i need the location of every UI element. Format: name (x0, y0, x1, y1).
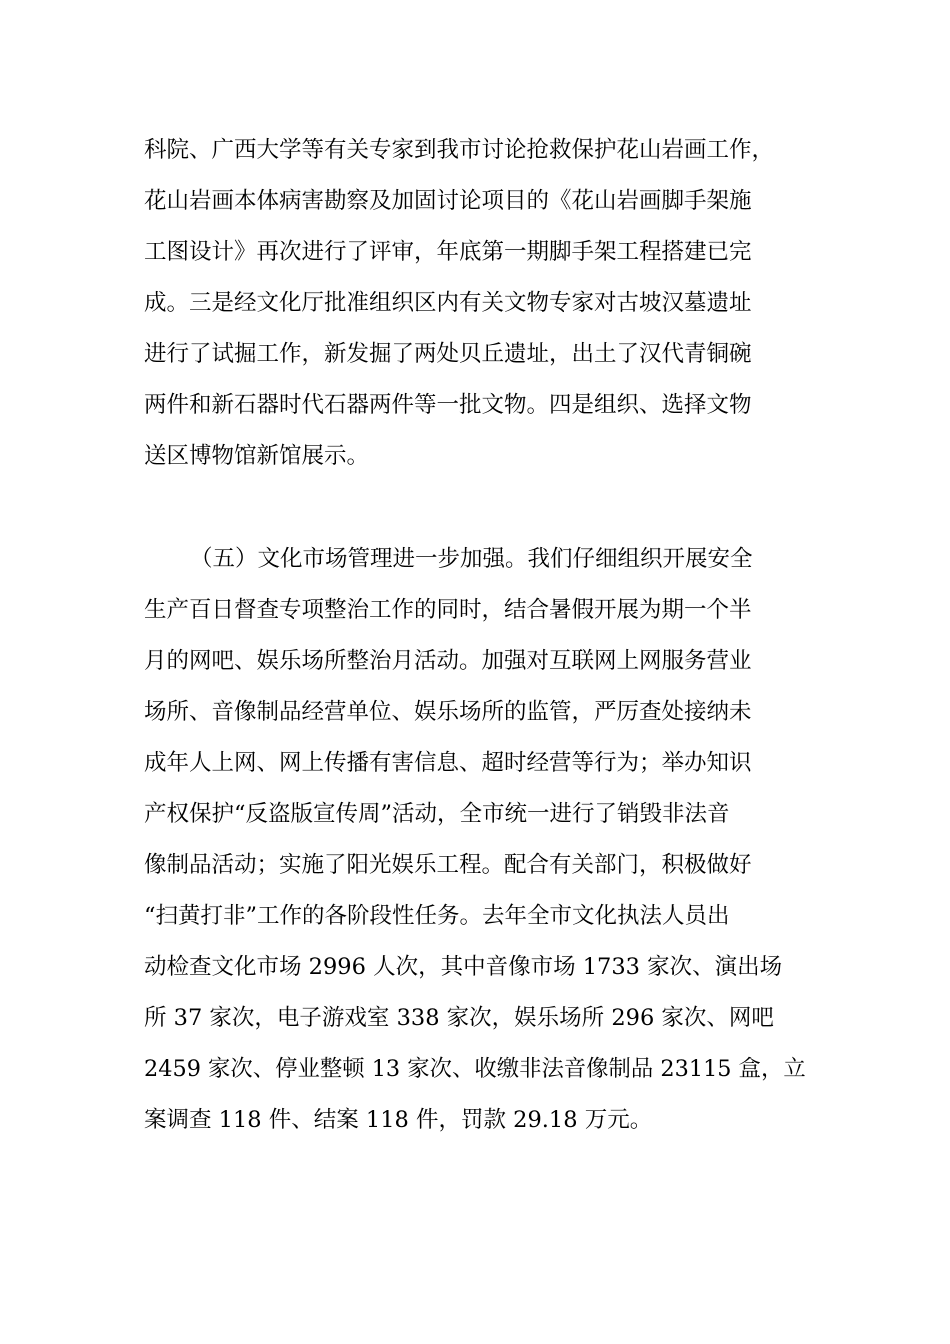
paragraph-line: 成。三是经文化厅批准组织区内有关文物专家对古坡汉墓遗址 (144, 290, 752, 316)
paragraph-line: 动检查文化市场 2996 人次，其中音像市场 1733 家次、演出场 (144, 954, 783, 980)
paragraph-line: 生产百日督查专项整治工作的同时，结合暑假开展为期一个半 (144, 597, 752, 623)
paragraph-line: 产权保护“反盗版宣传周”活动，全市统一进行了销毁非法音 (144, 801, 730, 827)
paragraph-line: 工图设计》再次进行了评审，年底第一期脚手架工程搭建已完 (144, 239, 752, 265)
paragraph-line: 送区博物馆新馆展示。 (144, 443, 370, 469)
paragraph-line: 科院、广西大学等有关专家到我市讨论抢救保护花山岩画工作， (144, 137, 775, 163)
paragraph-line: 月的网吧、娱乐场所整治月活动。加强对互联网上网服务营业 (144, 648, 752, 674)
paragraph-line: 2459 家次、停业整顿 13 家次、收缴非法音像制品 23115 盒，立 (144, 1056, 806, 1082)
paragraph-line: 所 37 家次，电子游戏室 338 家次，娱乐场所 296 家次、网吧 (144, 1005, 774, 1031)
paragraph-line: 场所、音像制品经营单位、娱乐场所的监管，严厉查处接纳未 (144, 699, 752, 725)
paragraph-line: （五）文化市场管理进一步加强。我们仔细组织开展安全 (190, 546, 753, 572)
paragraph-line: 两件和新石器时代石器两件等一批文物。四是组织、选择文物 (144, 392, 752, 418)
paragraph-line: 成年人上网、网上传播有害信息、超时经营等行为；举办知识 (144, 750, 752, 776)
paragraph-line: 案调查 118 件、结案 118 件，罚款 29.18 万元。 (144, 1107, 653, 1133)
paragraph-line: “扫黄打非”工作的各阶段性任务。去年全市文化执法人员出 (144, 903, 730, 929)
paragraph-line: 进行了试掘工作，新发掘了两处贝丘遗址，出土了汉代青铜碗 (144, 341, 752, 367)
paragraph-line: 花山岩画本体病害勘察及加固讨论项目的《花山岩画脚手架施 (144, 188, 752, 214)
paragraph-line: 像制品活动；实施了阳光娱乐工程。配合有关部门，积极做好 (144, 852, 752, 878)
